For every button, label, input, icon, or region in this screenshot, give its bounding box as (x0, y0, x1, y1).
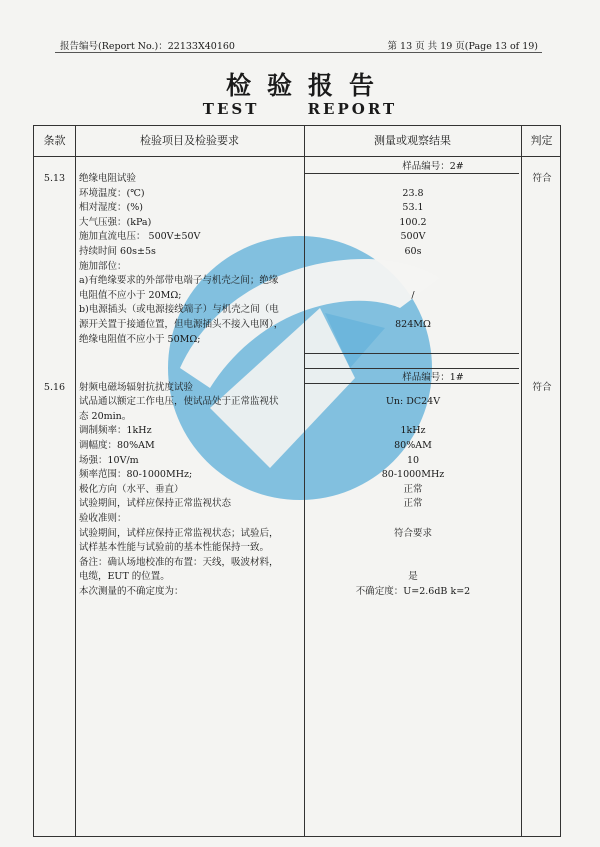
text-line: 验收准则： (79, 512, 127, 524)
text-line: 试验期间，试样应保持正常监视状态 (79, 498, 232, 510)
text-line: 电阻值不应小于 20MΩ; (79, 289, 182, 301)
report-table (33, 125, 561, 837)
result-line: / (411, 289, 415, 301)
text-line: 本次测量的不确定度为： (79, 585, 184, 597)
text-line: 试样基本性能与试验前的基本性能保持一致。 (79, 542, 270, 554)
header-row-divider (34, 156, 560, 157)
text-line: 施加部位： (79, 260, 127, 272)
text-line: 试验期间，试样应保持正常监视状态；试验后， (79, 527, 279, 539)
result-line (305, 556, 521, 571)
result-line: 824MΩ (395, 318, 431, 330)
text-line: b)电源插头（或电源接线端子）与机壳之间（电 (79, 304, 279, 316)
text-line: 态 20min。 (79, 410, 132, 422)
result-line (305, 333, 521, 348)
header-divider (55, 52, 542, 53)
text-line: 调制频率：1kHz (79, 425, 152, 437)
result-line: 是 (408, 571, 418, 583)
clause-number: 5.13 (43, 173, 66, 184)
header-clause: 条款 (43, 134, 66, 147)
result-line: 500V (400, 231, 426, 243)
result-line: 符合要求 (393, 527, 432, 539)
sample-divider (304, 353, 519, 354)
col-divider (75, 126, 76, 836)
test-results (305, 366, 521, 600)
result-line: Un: DC24V (385, 396, 441, 408)
result-line: 80-1000MHz (381, 469, 445, 481)
result-line: 100.2 (399, 216, 427, 228)
result-line: 不确定度：U=2.6dB k=2 (355, 585, 471, 597)
result-line: 60s (404, 245, 422, 257)
test-requirements (79, 366, 303, 600)
result-line: 正常 (403, 498, 423, 510)
header-verdict: 判定 (530, 134, 553, 147)
text-line: 试品通以额定工作电压，使试品处于正常监视状 (79, 396, 279, 408)
text-line: 备注：确认场地校准的布置：天线，吸波材料， (79, 556, 279, 568)
sample-number: 样品编号：2# (402, 161, 464, 172)
result-line (305, 274, 521, 289)
text-line: 调幅度：80%AM (79, 439, 155, 451)
col-divider (521, 126, 522, 836)
text-line: 绝缘电阻试验 (79, 173, 137, 184)
text-line (79, 366, 303, 381)
result-line (305, 366, 521, 381)
text-line: 极化方向（水平、垂直） (79, 483, 184, 495)
clause-number: 5.16 (43, 382, 66, 393)
result-line (305, 303, 521, 318)
result-line (305, 260, 521, 275)
result-line: 10 (406, 454, 420, 466)
text-line: 电缆，EUT 的位置。 (79, 571, 170, 583)
sample-number: 样品编号：1# (402, 372, 464, 383)
result-line: 80%AM (394, 439, 432, 451)
text-line: 相对湿度：(%) (79, 202, 143, 214)
text-line: 频率范围：80-1000MHz; (79, 469, 193, 481)
result-line: 53.1 (402, 202, 424, 214)
text-line: 射频电磁场辐射抗扰度试验 (79, 381, 194, 393)
result-line: 23.8 (402, 187, 424, 199)
result-line (305, 381, 521, 396)
title-english: TEST REPORT (202, 100, 398, 118)
result-line (305, 512, 521, 527)
text-line: 施加直流电压： 500V±50V (79, 231, 201, 243)
test-requirements (79, 172, 303, 347)
text-line: 持续时间 60s±5s (79, 245, 156, 257)
page-number: 第 13 页 共 19 页(Page 13 of 19) (387, 41, 538, 52)
text-line: a)有绝缘要求的外部带电端子与机壳之间；绝缘 (79, 275, 279, 287)
header-item: 检验项目及检验要求 (140, 134, 239, 147)
title-chinese: 检验报告 (225, 71, 390, 100)
verdict: 符合 (532, 382, 552, 393)
result-line (305, 172, 521, 187)
result-line: 正常 (403, 483, 423, 495)
verdict: 符合 (532, 173, 552, 184)
text-line: 场强：10V/m (79, 454, 139, 466)
header-result: 测量或观察结果 (374, 134, 451, 147)
text-line: 环境温度：(℃) (79, 187, 145, 199)
result-line (305, 541, 521, 556)
result-line (305, 410, 521, 425)
test-results (305, 172, 521, 347)
text-line: 大气压强：(kPa) (79, 216, 152, 228)
result-line: 1kHz (400, 425, 426, 437)
report-number: 报告编号(Report No.)：22133X40160 (60, 41, 235, 52)
text-line: 绝缘电阻值不应小于 50MΩ; (79, 333, 201, 345)
text-line: 源开关置于接通位置，但电源插头不接入电网）， (79, 318, 284, 330)
